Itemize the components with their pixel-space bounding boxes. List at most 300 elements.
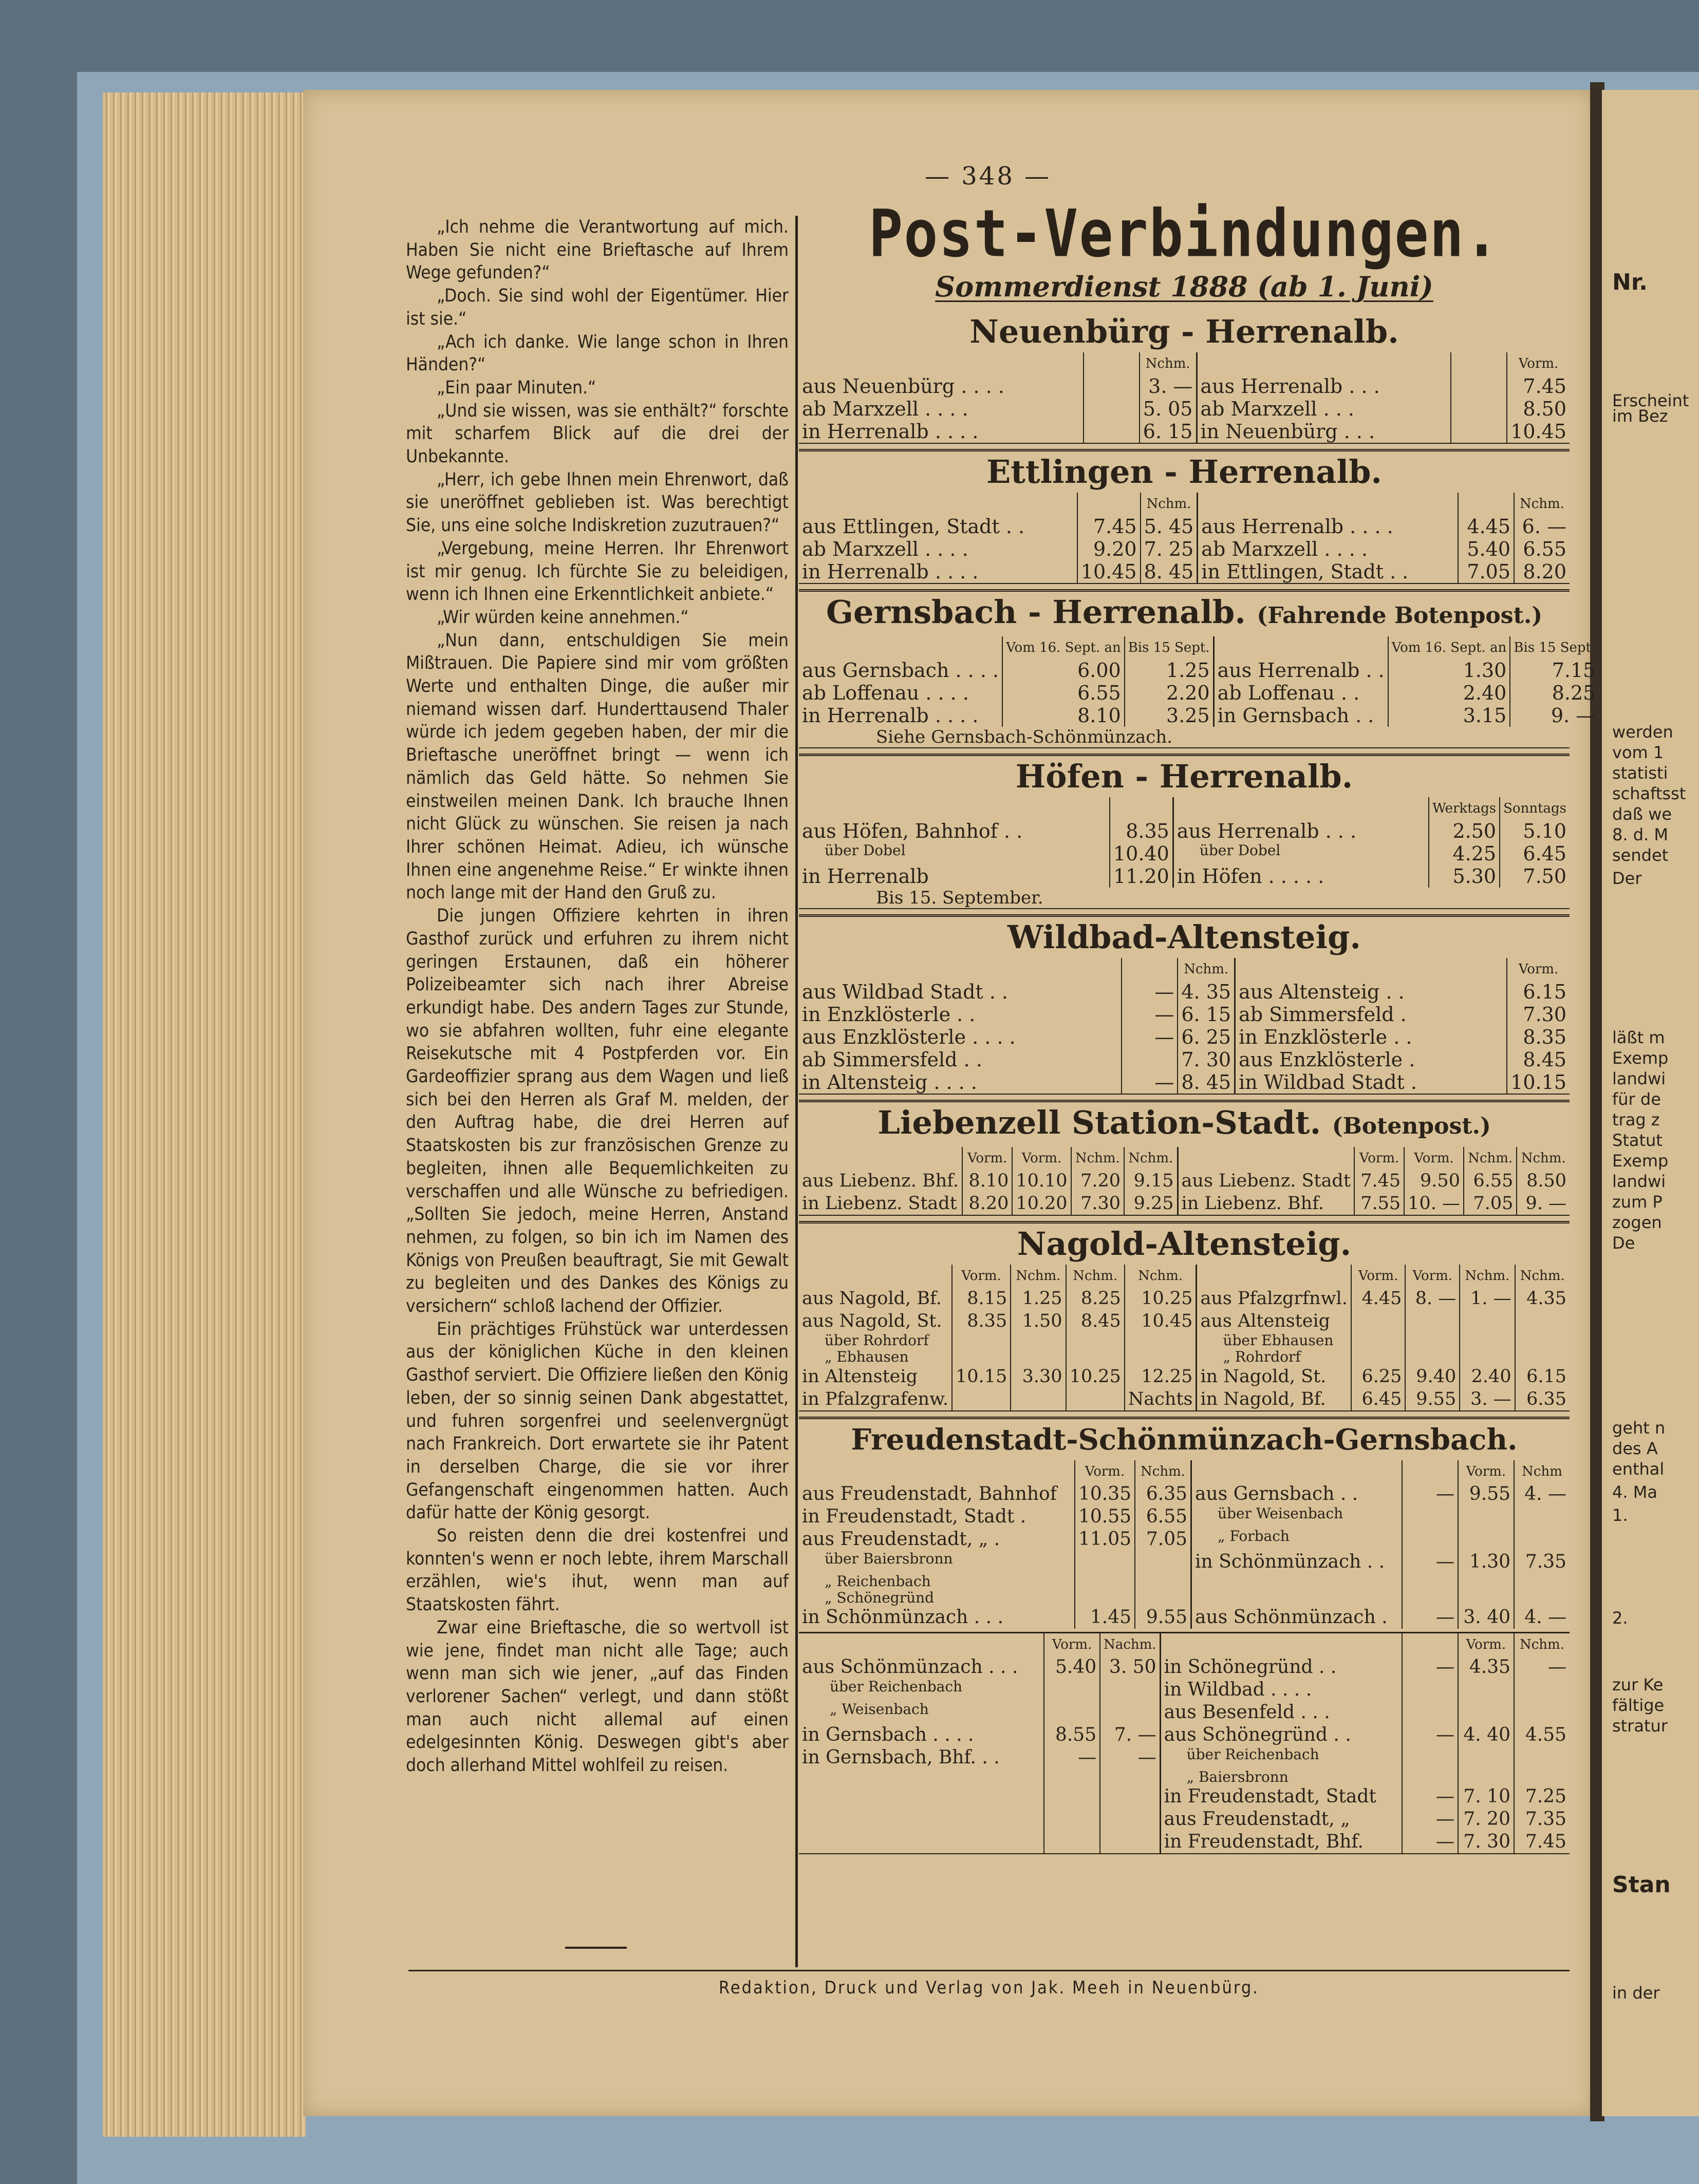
column-rule	[795, 216, 798, 1967]
main-title: Post-Verbindungen.	[868, 196, 1500, 272]
timetable-cell: aus Altensteig . .	[1235, 981, 1507, 1003]
timetable-cell: 7.05	[1135, 1528, 1191, 1551]
table-row	[799, 704, 1598, 727]
timetable-cell: aus Nagold, St.	[802, 1311, 942, 1331]
timetable-cell: Vorm.	[1351, 1265, 1406, 1287]
timetable-cell: —	[1122, 1026, 1178, 1048]
timetable	[799, 1147, 1570, 1215]
timetable-cell	[1460, 1310, 1515, 1332]
timetable-cell: über Reichenbach	[830, 1678, 963, 1695]
timetable-cell	[1125, 1332, 1197, 1349]
timetable-cell	[1402, 1590, 1458, 1606]
timetable-cell: —	[1044, 1746, 1100, 1769]
timetable-cell	[1191, 1590, 1402, 1606]
post-timetable	[799, 196, 1596, 1854]
timetable-cell: aus Wildbad Stadt . .	[802, 981, 1008, 1003]
table-row	[799, 420, 1570, 443]
timetable-cell: 3. —	[1140, 375, 1197, 398]
timetable-cell: 9.15	[1124, 1170, 1178, 1192]
table-row	[799, 1026, 1570, 1048]
timetable	[799, 1265, 1570, 1410]
timetable-cell: Vorm.	[1458, 1633, 1514, 1656]
timetable-cell	[952, 1349, 1011, 1365]
subtitle: Sommerdienst 1888 (ab 1. Juni)	[935, 270, 1433, 303]
timetable-cell: über Dobel	[1173, 842, 1429, 865]
timetable-cell: aus Schönmünzach .	[1191, 1606, 1402, 1629]
timetable-cell: —	[1402, 1808, 1458, 1831]
timetable-cell	[1011, 1388, 1066, 1410]
page-number: — 348 —	[925, 162, 1052, 191]
table-row	[799, 1388, 1570, 1410]
timetable-cell: —	[1122, 981, 1178, 1003]
timetable: Vom 16. Sept. an Bis 15 Sept. Vom 16. Sept. an Bis 15 Sept. aus Gernsbach . . . . 6.00 1.25 aus Herrenalb . . 1.30 7.15 ab Loffenau . . . . 6.55 2.20 ab Loffenau . . 2.40 8.25 in Herrenalb . . . . 8.10 3.25 in Gernsbach . . 3.15 9. —	[799, 636, 1598, 727]
timetable-cell: 6.45	[1351, 1388, 1406, 1410]
timetable-cell	[1066, 1332, 1125, 1349]
timetable-cell: 6.55	[1464, 1170, 1517, 1192]
timetable-cell: 9.40	[1405, 1365, 1460, 1388]
table-row	[799, 1656, 1570, 1679]
timetable-cell: Vorm.	[1012, 1147, 1071, 1170]
timetable-cell: 10.15	[1507, 1071, 1570, 1094]
next-page-text: zogen	[1612, 1213, 1662, 1232]
timetable-cell: Vorm.	[1354, 1147, 1404, 1170]
timetable-cell: 10. —	[1404, 1192, 1464, 1215]
timetable-cell: aus Freudenstadt, „	[1160, 1808, 1402, 1831]
timetable-cell: aus Herrenalb . . . .	[1198, 515, 1458, 538]
timetable-cell	[1100, 1701, 1160, 1724]
timetable-cell: 7. —	[1100, 1724, 1160, 1746]
timetable-cell: „ Schönegründ	[825, 1589, 935, 1606]
timetable-cell: —	[1100, 1746, 1160, 1769]
timetable-cell: 9.50	[1404, 1170, 1464, 1192]
timetable-cell	[1402, 1769, 1458, 1785]
timetable-cell: aus Enzklösterle . . . .	[802, 1026, 1016, 1048]
timetable-cell: Nchm.	[1011, 1265, 1066, 1287]
table-row	[799, 1332, 1570, 1349]
timetable-cell: ab Marxzell . . . .	[1198, 538, 1458, 560]
table-row	[799, 1365, 1570, 1388]
timetable-cell: 3. 40	[1458, 1606, 1514, 1629]
timetable-cell	[1135, 1590, 1191, 1606]
timetable-cell: aus Pfalzgrfnwl.	[1197, 1287, 1351, 1310]
timetable-cell	[1075, 1573, 1135, 1590]
timetable-cell	[952, 1388, 1011, 1410]
table-row	[799, 1349, 1570, 1365]
timetable: Nchm. Nchm. aus Ettlingen, Stadt . . 7.45 5. 45 aus Herrenalb . . . . 4.45 6. — ab Marxzell . . . . 9.20 7. 25 ab Marxzell . . . . 5.40 6.55 in Herrenalb . . . . 10.45 8. 45 in Ettlingen, Stadt . . 7.05 8.20	[799, 493, 1570, 583]
timetable-cell: Vorm.	[952, 1265, 1011, 1287]
table-row	[799, 1808, 1570, 1831]
next-page-text: Exemp	[1612, 1151, 1669, 1171]
timetable-cell: —	[1402, 1656, 1458, 1679]
timetable-cell: 7.25	[1514, 1785, 1570, 1808]
table-row	[799, 842, 1570, 865]
timetable-cell: über Reichenbach	[1160, 1746, 1402, 1769]
timetable-cell: „ Rohrdorf	[1197, 1349, 1351, 1365]
next-page-text: daß we	[1612, 804, 1672, 824]
timetable-cell: aus Altensteig	[1197, 1310, 1351, 1332]
timetable-cell: „ Ebhausen	[825, 1348, 909, 1365]
timetable-cell: 8. 45	[1178, 1071, 1235, 1094]
table-row	[799, 659, 1598, 682]
timetable-cell: 3.15	[1388, 704, 1510, 727]
timetable-cell: über Dobel	[825, 842, 906, 859]
timetable-cell: 7. 30	[1458, 1831, 1514, 1853]
timetable-cell: in Liebenz. Stadt	[802, 1193, 957, 1214]
timetable-cell: 4. 40	[1458, 1724, 1514, 1746]
timetable-cell: Nchm.	[1135, 1460, 1191, 1483]
timetable-cell: 9. —	[1517, 1192, 1570, 1215]
table-row	[799, 375, 1570, 398]
timetable-cell: 4. —	[1514, 1606, 1570, 1629]
timetable-cell	[1066, 1349, 1125, 1365]
timetable-cell: 3. —	[1460, 1388, 1515, 1410]
table-row	[799, 682, 1598, 704]
timetable-cell	[1458, 1505, 1514, 1528]
timetable: Nchm. Vorm. aus Neuenbürg . . . . 3. — aus Herrenalb . . . 7.45 ab Marxzell . . . . 5. 05 ab Marxzell . . . 8.50 in Herrenalb . . . . 6. 15 in Neuenbürg . . . 10.45	[799, 352, 1570, 443]
timetable-cell: Vorm.	[962, 1147, 1012, 1170]
timetable-cell: „ Reichenbach	[825, 1573, 931, 1590]
section-footnote: Siehe Gernsbach-Schönmünzach.	[876, 727, 1173, 747]
timetable-cell: 7.30	[1507, 1003, 1570, 1026]
table-row	[799, 1701, 1570, 1724]
timetable-cell: 8.55	[1044, 1724, 1100, 1746]
timetable-cell	[1351, 1310, 1406, 1332]
timetable-cell: 6. 15	[1178, 1003, 1235, 1026]
timetable-cell	[1460, 1332, 1515, 1349]
timetable-cell: in Enzklösterle . .	[802, 1003, 976, 1026]
timetable-cell: aus Herrenalb . .	[1213, 659, 1388, 682]
timetable-cell: 8.35	[952, 1310, 1011, 1332]
story-paragraph: Die jungen Offiziere kehrten in ihren Gasthof zurück und erfuhren zu ihrem nicht geringen Erstaunen, daß ein höherer Polizeibeamter sich nach ihrer Abreise erkundigt habe. Des andern Tages zur Stunde, wo sie abfahren wollten, fuhr eine elegante Reisekutsche mit 4 Postpferden vor. Ein Gardeoffizier sprang aus dem Wagen und ließ sich bei den Herren als Graf M. melden, der den Auftrag habe, die drei Herren auf Staatskosten bis zur französischen Grenze zu begleiten, ihnen alle Bequemlichkeiten zu verschaffen und alle Wünsche zu befriedigen. „Sollten Sie jedoch, meine Herren, Anstand nehmen, zu folgen, so bin ich im Namen des Königs von Preußen beauftragt, Sie mit Gewalt zu begleiten und des Dankes des Königs zu versichern“ schloß lachend der Offizier.	[406, 906, 789, 1317]
timetable-cell: aus Schönmünzach . . .	[802, 1656, 1018, 1678]
table-row	[799, 1048, 1570, 1071]
timetable-cell: aus Freudenstadt, „ .	[802, 1529, 1000, 1550]
table-row	[799, 1483, 1570, 1505]
timetable-cell: 6. 15	[1140, 420, 1197, 443]
timetable-cell: 6.55	[1002, 682, 1125, 704]
timetable-cell: 2.20	[1125, 682, 1213, 704]
timetable-cell: 4.45	[1351, 1287, 1406, 1310]
timetable-cell	[1402, 1573, 1458, 1590]
timetable-cell	[1402, 1701, 1458, 1724]
timetable-cell	[1075, 1551, 1135, 1573]
next-page-text: für de	[1612, 1089, 1661, 1109]
timetable-cell: ab Simmersfeld .	[1235, 1003, 1507, 1026]
timetable-cell: Vorm.	[1044, 1633, 1100, 1656]
timetable-cell: 4. 35	[1178, 981, 1235, 1003]
story-paragraph: „Herr, ich gebe Ihnen mein Ehrenwort, daß sie uneröffnet geblieben ist. Was berechtigt Sie, uns eine solche Indiskretion zuzutrauen?“	[406, 469, 789, 536]
timetable-cell	[1191, 1573, 1402, 1590]
next-page-text: 1.	[1612, 1505, 1628, 1525]
timetable-cell: aus Liebenz. Stadt	[1178, 1170, 1354, 1192]
timetable-cell: 1.25	[1011, 1287, 1066, 1310]
timetable-cell: ab Marxzell . . .	[1197, 398, 1451, 420]
timetable-cell: Nchm.	[1515, 1265, 1570, 1287]
timetable-cell: 7.30	[1071, 1192, 1124, 1215]
timetable-cell	[1405, 1332, 1460, 1349]
timetable-cell: ab Marxzell . . . .	[802, 538, 968, 560]
next-page-text: sendet	[1612, 845, 1669, 865]
timetable-cell: in Herrenalb . . . .	[802, 420, 979, 443]
timetable-cell: 2.50	[1429, 820, 1500, 842]
timetable-cell: —	[1514, 1656, 1570, 1679]
timetable-cell: 6.45	[1500, 842, 1570, 865]
section-title: Gernsbach - Herrenalb. (Fahrende Botenpost.)	[826, 593, 1543, 631]
timetable-cell	[1122, 1048, 1178, 1071]
imprint: Redaktion, Druck und Verlag von Jak. Meeh in Neuenbürg.	[719, 1978, 1259, 1998]
table-row	[799, 1724, 1570, 1746]
timetable-cell: 4.55	[1514, 1724, 1570, 1746]
timetable-cell: —	[1402, 1551, 1458, 1573]
timetable-cell: aus Herrenalb . . .	[1173, 820, 1429, 842]
next-page-text: stratur	[1612, 1716, 1668, 1736]
timetable-cell: 10.25	[1066, 1365, 1125, 1388]
timetable-cell: 7.15	[1510, 659, 1598, 682]
next-page-text: statisti	[1612, 763, 1668, 783]
timetable-cell: 10.45	[1077, 560, 1141, 583]
section-neuenbuerg	[799, 311, 1570, 444]
timetable: Nchm. Vorm. aus Wildbad Stadt . . — 4. 35 aus Altensteig . . 6.15 in Enzklösterle . . — 6. 15 ab Simmersfeld . 7.30 aus Enzklösterle . . . . — 6. 25 in Enzklösterle . . 8.35 ab Simmersfeld . . 7. 30 aus Enzklösterle . 8.45 in Altensteig . . . . — 8. 45 in Wildbad Stadt . 10.15	[799, 958, 1570, 1094]
timetable-cell: 8.45	[1066, 1310, 1125, 1332]
timetable-cell: 10.45	[1125, 1310, 1197, 1332]
timetable-cell	[1044, 1679, 1100, 1701]
timetable-cell: Nchm.	[1125, 1265, 1197, 1287]
timetable-cell: 8. —	[1405, 1287, 1460, 1310]
timetable-cell: in Herrenalb . . . .	[802, 704, 979, 727]
timetable-cell: 1.25	[1125, 659, 1213, 682]
timetable-cell	[1100, 1679, 1160, 1701]
timetable-cell: 8.50	[1507, 398, 1570, 420]
timetable-cell: 7.35	[1514, 1551, 1570, 1573]
timetable-cell: 6. 25	[1178, 1026, 1235, 1048]
timetable-cell	[1460, 1349, 1515, 1365]
table-row	[799, 1769, 1570, 1785]
timetable-cell: in Nagold, St.	[1197, 1365, 1351, 1388]
timetable-cell: 6.55	[1135, 1505, 1191, 1528]
timetable-cell: 7.05	[1464, 1192, 1517, 1215]
timetable-cell: aus Liebenz. Bhf.	[802, 1171, 959, 1191]
timetable-cell: aus Freudenstadt, Bahnhof	[802, 1483, 1057, 1504]
table-row	[799, 560, 1570, 583]
next-page-text: des A	[1612, 1439, 1658, 1458]
timetable-cell: 2.40	[1460, 1365, 1515, 1388]
timetable-cell: —	[1402, 1724, 1458, 1746]
timetable-cell: Nchm.	[1124, 1147, 1178, 1170]
timetable-cell: 10.15	[952, 1365, 1011, 1388]
timetable-cell: in Schönmünzach . .	[1191, 1551, 1402, 1573]
timetable-cell: aus Herrenalb . . .	[1197, 375, 1451, 398]
next-page-text: enthal	[1612, 1459, 1665, 1479]
timetable-cell: 6.55	[1514, 538, 1570, 560]
timetable-cell: aus Nagold, Bf.	[802, 1288, 942, 1309]
timetable-cell: aus Höfen, Bahnhof . .	[802, 820, 1023, 842]
timetable-cell: „ Weisenbach	[830, 1701, 929, 1718]
timetable-cell: „ Baiersbronn	[1160, 1769, 1402, 1785]
timetable-cell: 12.25	[1125, 1365, 1197, 1388]
timetable-cell: 8.20	[962, 1192, 1012, 1215]
timetable-cell: 8. 45	[1141, 560, 1198, 583]
timetable-cell: 4.35	[1515, 1287, 1570, 1310]
timetable-cell: 7.55	[1354, 1192, 1404, 1215]
next-page-text: in der	[1612, 1983, 1660, 2003]
timetable-cell: 7. 20	[1458, 1808, 1514, 1831]
timetable-cell: Nchm.	[1517, 1147, 1570, 1170]
timetable-cell: 6.35	[1135, 1483, 1191, 1505]
timetable-cell: aus Neuenbürg . . . .	[802, 375, 1004, 398]
timetable-cell: 9.55	[1405, 1388, 1460, 1410]
timetable-cell: Vorm.	[1405, 1265, 1460, 1287]
timetable-cell: 1. —	[1460, 1287, 1515, 1310]
timetable-cell: 7.05	[1458, 560, 1514, 583]
timetable-cell	[1514, 1528, 1570, 1551]
section-freudenstadt	[799, 1417, 1570, 1854]
table-row	[799, 1746, 1570, 1769]
timetable-cell: über Weisenbach	[1191, 1505, 1402, 1528]
section-liebenzell	[799, 1100, 1570, 1216]
table-row	[799, 1785, 1570, 1808]
timetable-cell: 8.15	[952, 1287, 1011, 1310]
story-paragraph: „Ich nehme die Verantwortung auf mich. Haben Sie nicht eine Brieftasche auf Ihrem Wege gefunden?“	[406, 217, 789, 284]
timetable-cell	[1458, 1528, 1514, 1551]
timetable-cell: in Ettlingen, Stadt . .	[1198, 560, 1458, 583]
timetable-cell: 8.25	[1510, 682, 1598, 704]
timetable-cell: in Höfen . . . . .	[1173, 865, 1429, 888]
timetable-cell: in Gernsbach . . . .	[802, 1724, 974, 1745]
next-page-text: vom 1	[1612, 743, 1664, 762]
timetable-cell	[1514, 1590, 1570, 1606]
next-page-text: Exemp	[1612, 1048, 1669, 1068]
next-page-text: fältige	[1612, 1696, 1665, 1715]
timetable-cell: 7.45	[1354, 1170, 1404, 1192]
timetable-cell: aus Gernsbach . .	[1191, 1483, 1402, 1505]
timetable-cell	[1405, 1310, 1460, 1332]
next-page-text: läßt m	[1612, 1028, 1665, 1047]
section-title: Wildbad-Altensteig.	[1007, 918, 1361, 956]
timetable-cell: in Gernsbach . .	[1213, 704, 1388, 727]
table-row	[799, 1071, 1570, 1094]
next-page-text: werden	[1612, 722, 1673, 742]
timetable-cell: 1.30	[1458, 1551, 1514, 1573]
next-page-text: De	[1612, 1233, 1635, 1253]
timetable-cell	[1044, 1701, 1100, 1724]
timetable-cell	[1515, 1332, 1570, 1349]
section-wildbad	[799, 914, 1570, 1095]
next-page-text: Nr.	[1612, 269, 1648, 295]
story-paragraph: Zwar eine Brieftasche, die so wertvoll ist wie jene, findet man nicht alle Tage; auch wenn man sich wie jener, „auf das Finden verlorener Sachen“ verlegt, und dann stößt man auch nicht allemal auf einen edelgesinnten König. Deswegen gibt's aber doch allerhand Mittel wohlfeil zu reisen.	[406, 1617, 789, 1776]
table-row	[799, 538, 1570, 560]
timetable-cell: 2.40	[1388, 682, 1510, 704]
story-paragraph: Ein prächtiges Frühstück war unterdessen aus der königlichen Küche in den kleinen Gasthof serviert. Die Offiziere ließen den König leben, der so sinnig seinen Dank abgestattet, und fuhren sorgenfrei und seelenvergnügt nach Frankreich. Dort erwartete sie ihr Patent in derselben Charge, die sie vor ihrer Gefangenschaft eingenommen hatten. Auch dafür hatte der König gesorgt.	[406, 1319, 789, 1523]
story-paragraph: „Ein paar Minuten.“	[437, 377, 596, 398]
table-row	[799, 820, 1570, 842]
timetable-cell: in Altensteig . . . .	[802, 1071, 977, 1094]
timetable-cell: 6.15	[1507, 981, 1570, 1003]
timetable-cell: 8.35	[1110, 820, 1173, 842]
next-page-text: Stan	[1612, 1872, 1671, 1898]
timetable-cell	[1066, 1388, 1125, 1410]
timetable-cell: in Schönegründ . .	[1160, 1656, 1402, 1679]
table-row	[799, 981, 1570, 1003]
timetable-cell: Nchm.	[1066, 1265, 1125, 1287]
timetable-cell	[1011, 1349, 1066, 1365]
timetable-cell: Nachm.	[1100, 1633, 1160, 1656]
timetable-cell: —	[1122, 1071, 1178, 1094]
story-paragraph: „Doch. Sie sind wohl der Eigentümer. Hier ist sie.“	[406, 286, 789, 329]
story-paragraph: „Ach ich danke. Wie lange schon in Ihren Händen?“	[406, 331, 789, 375]
timetable-cell	[1515, 1349, 1570, 1365]
timetable-cell	[952, 1332, 1011, 1349]
story-paragraph: „Wir würden keine annehmen.“	[437, 607, 689, 628]
timetable-cell: „ Forbach	[1191, 1528, 1402, 1551]
timetable-cell	[1458, 1573, 1514, 1590]
timetable-cell: in Herrenalb . . . .	[802, 560, 979, 583]
timetable-cell: 7.35	[1514, 1808, 1570, 1831]
timetable-cell: 6.15	[1515, 1365, 1570, 1388]
timetable-cell	[1402, 1679, 1458, 1701]
table-row	[799, 1170, 1570, 1192]
timetable-cell: 5.30	[1429, 865, 1500, 888]
section-gernsbach	[799, 589, 1596, 748]
timetable-cell: aus Enzklösterle .	[1235, 1048, 1507, 1071]
timetable-cell: 8.20	[1514, 560, 1570, 583]
table-row	[799, 1310, 1570, 1332]
timetable-cell: in Neuenbürg . . .	[1197, 420, 1451, 443]
timetable-cell	[1514, 1573, 1570, 1590]
table-row	[799, 1003, 1570, 1026]
timetable-cell: Nchm.	[1464, 1147, 1517, 1170]
timetable-cell: 7. 25	[1141, 538, 1198, 560]
footer-rule	[408, 1970, 1570, 1971]
timetable-cell: in Herrenalb	[802, 865, 929, 888]
timetable-cell	[1075, 1590, 1135, 1606]
timetable-cell: 3.30	[1011, 1365, 1066, 1388]
timetable-cell: 7.20	[1071, 1170, 1124, 1192]
story-paragraph: „Und sie wissen, was sie enthält?“ forschte mit scharfem Blick auf die drei der Unbekannte.	[406, 400, 789, 467]
timetable-cell: 5. 05	[1140, 398, 1197, 420]
timetable-cell: in Freudenstadt, Stadt	[1160, 1785, 1402, 1808]
timetable-cell	[1458, 1679, 1514, 1701]
page-edges	[103, 92, 306, 2137]
next-page-text: landwi	[1612, 1069, 1666, 1088]
timetable-cell: —	[1402, 1831, 1458, 1853]
timetable-cell: 10.45	[1507, 420, 1570, 443]
timetable-cell	[1514, 1769, 1570, 1785]
timetable-cell	[1515, 1310, 1570, 1332]
timetable-cell: 5.40	[1044, 1656, 1100, 1679]
timetable-cell: Nchm.	[1514, 1633, 1570, 1656]
timetable-cell: Vorm.	[1458, 1460, 1514, 1483]
next-page-text: landwi	[1612, 1172, 1666, 1191]
timetable-cell: 7.45	[1514, 1831, 1570, 1853]
next-page-text: trag z	[1612, 1110, 1660, 1129]
next-page-text: 4. Ma	[1612, 1482, 1657, 1502]
timetable-cell	[1514, 1746, 1570, 1769]
section-nagold	[799, 1221, 1570, 1411]
timetable-cell	[1514, 1505, 1570, 1528]
timetable-cell	[1514, 1701, 1570, 1724]
timetable-cell: —	[1402, 1606, 1458, 1629]
next-page-text: geht n	[1612, 1418, 1666, 1438]
timetable-cell: in Liebenz. Bhf.	[1178, 1192, 1354, 1215]
timetable-cell	[1458, 1590, 1514, 1606]
timetable-cell: Nachts	[1125, 1388, 1197, 1410]
next-page-text: zur Ke	[1612, 1675, 1664, 1695]
next-page-text: Erscheint	[1612, 391, 1689, 410]
timetable-cell	[1135, 1573, 1191, 1590]
timetable-cell: aus Besenfeld . . .	[1160, 1701, 1402, 1724]
next-page-text: 2.	[1612, 1608, 1628, 1628]
timetable-cell: Nchm.	[1460, 1265, 1515, 1287]
